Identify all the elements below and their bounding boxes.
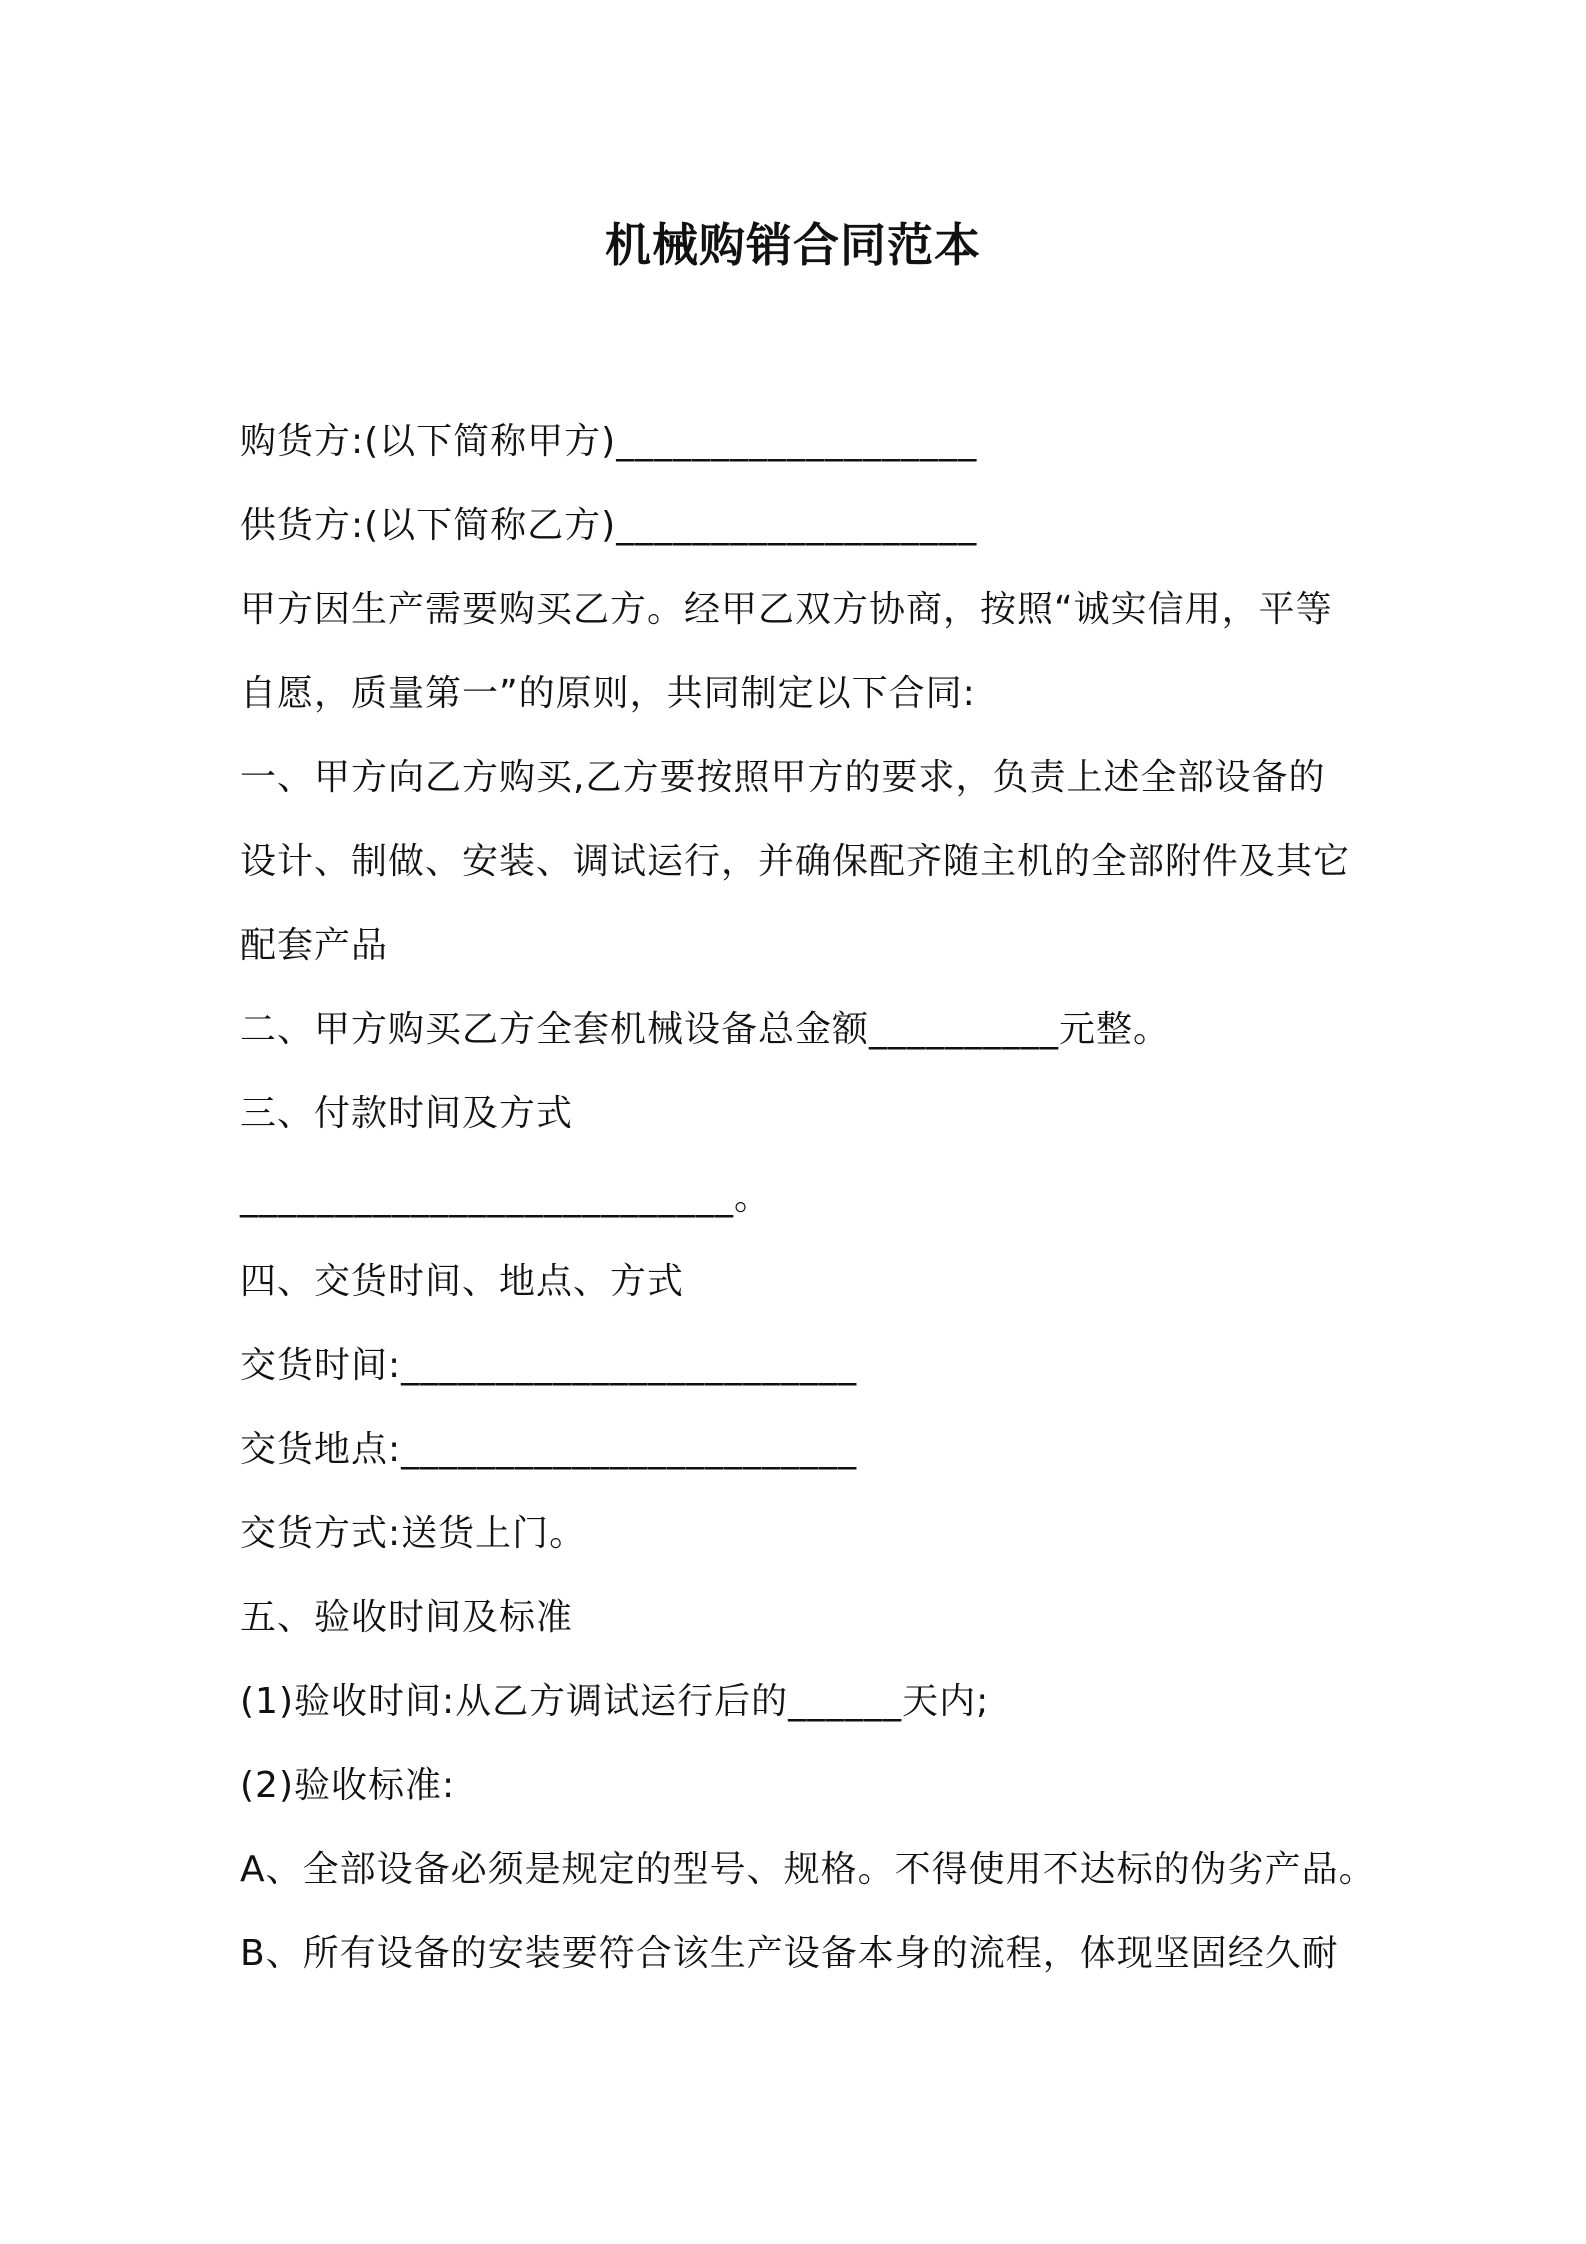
clause-one-line: 一、甲方向乙方购买,乙方要按照甲方的要求，负责上述全部设备的 [240, 757, 1326, 798]
clause-four-heading: 四、交货时间、地点、方式 [240, 1261, 685, 1302]
document-body [240, 400, 1376, 1996]
paragraph-line: 甲方因生产需要购买乙方。经甲乙双方协商，按照“诚实信用，平等 [240, 589, 1333, 630]
delivery-place-line: 交货地点:________________________ [240, 1429, 858, 1470]
acceptance-standard-line: (2)验收标准: [240, 1765, 456, 1806]
delivery-time-line: 交货时间:________________________ [240, 1345, 858, 1386]
acceptance-time-line: (1)验收时间:从乙方调试运行后的______天内; [240, 1681, 990, 1722]
standard-a-line: A、全部设备必须是规定的型号、规格。不得使用不达标的伪劣产品。 [240, 1849, 1376, 1890]
paragraph-line: 自愿，质量第一”的原则，共同制定以下合同: [240, 673, 976, 714]
delivery-method-line: 交货方式:送货上门。 [240, 1513, 587, 1554]
clause-one-line: 设计、制做、安装、调试运行，并确保配齐随主机的全部附件及其它 [240, 841, 1351, 882]
clause-five-heading: 五、验收时间及标准 [240, 1597, 574, 1638]
clause-one-line: 配套产品 [240, 925, 389, 966]
payment-blank-line: __________________________。 [240, 1177, 771, 1218]
standard-b-line: B、所有设备的安装要符合该生产设备本身的流程，体现坚固经久耐 [240, 1933, 1339, 1974]
clause-three-heading: 三、付款时间及方式 [240, 1093, 574, 1134]
supplier-line: 供货方:(以下简称乙方)___________________ [240, 505, 978, 546]
buyer-line: 购货方:(以下简称甲方)___________________ [240, 421, 978, 462]
clause-two-line: 二、甲方购买乙方全套机械设备总金额__________元整。 [240, 1009, 1171, 1050]
document-title: 机械购销合同范本 [605, 218, 981, 272]
